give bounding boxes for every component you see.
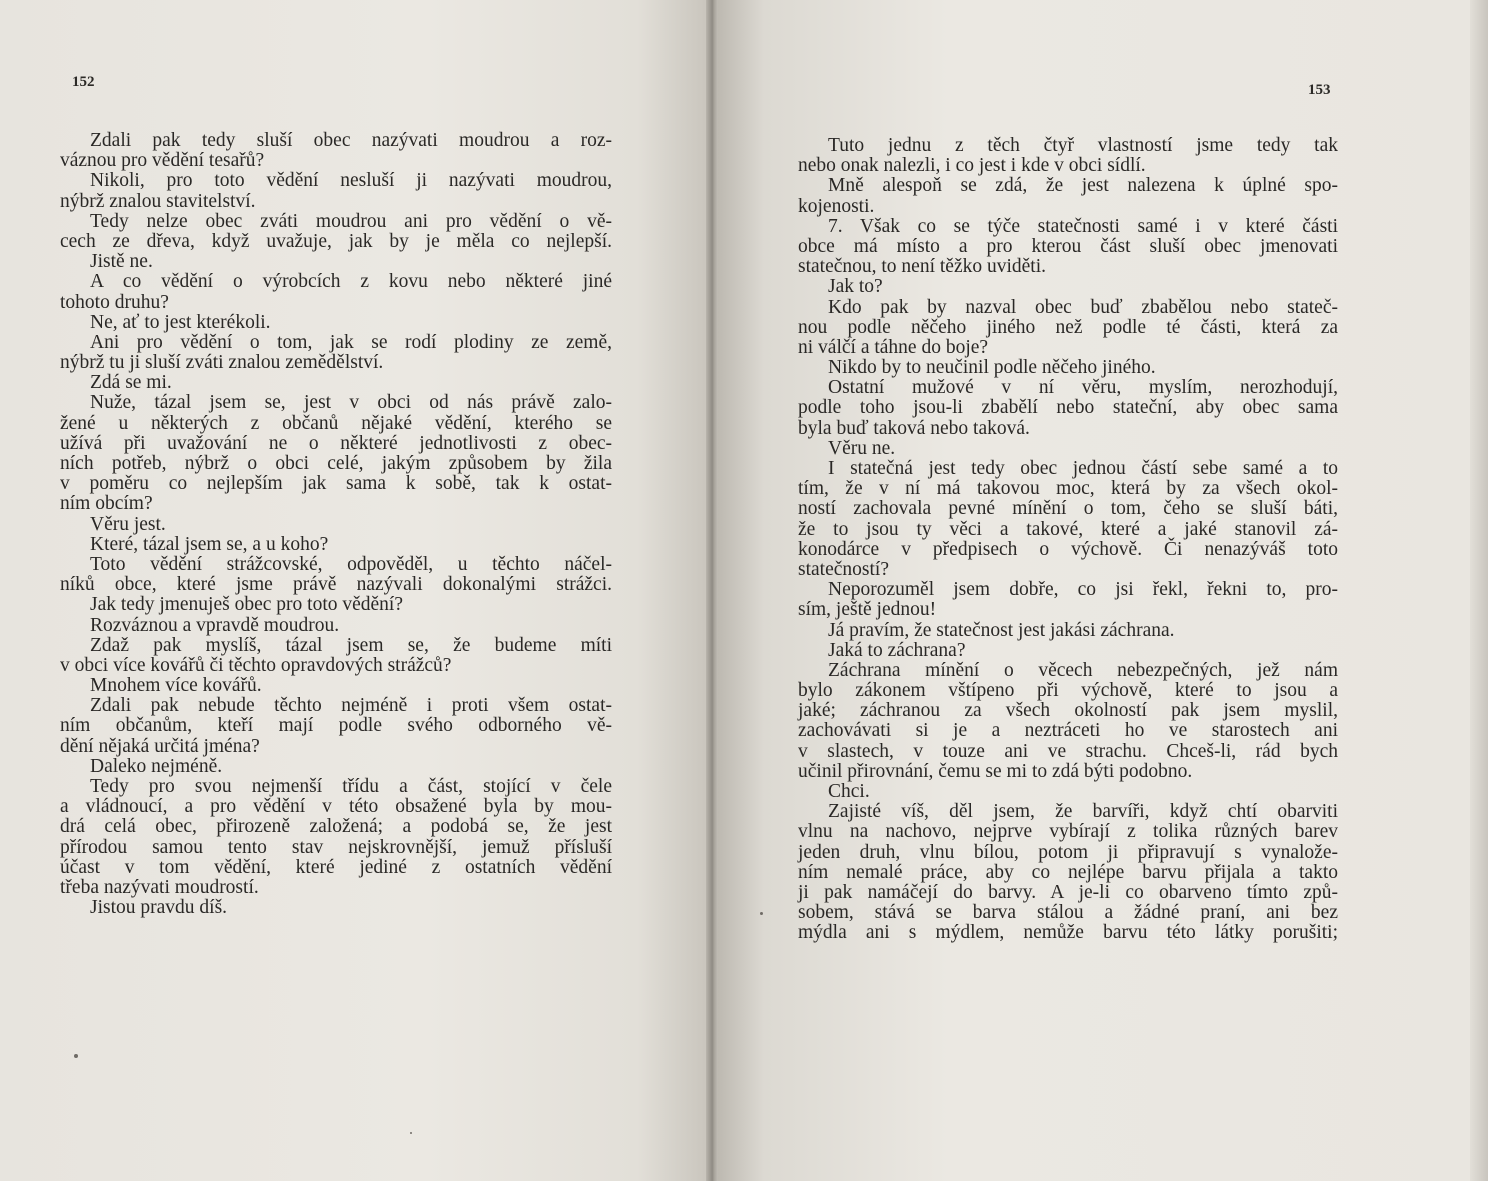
text-line: že to jsou ty věci a takové, které a jaké stanovil zá- [798, 518, 1338, 540]
text-line: podle toho jsou-li zbabělí nebo stateční, aby obec sama [798, 397, 1338, 419]
text-line: jaké; záchranou za všech okolností pak jsem myslil, [798, 700, 1338, 722]
text-line: Věru jest. [90, 513, 166, 535]
text-line: sobem, stává se barva stálou a žádné praní, ani bez [798, 902, 1338, 924]
text-line: Chci. [828, 781, 870, 802]
text-line: dění nějaká určitá jména? [60, 735, 260, 757]
text-line: I statečná jest tedy obec jednou částí sebe samé a to [828, 458, 1338, 479]
page-number-left: 152 [72, 74, 95, 90]
text-line: Toto vědění strážcovské, odpověděl, u těchto náčel- [90, 553, 612, 575]
text-line: Zajisté víš, děl jsem, že barvíři, když chtí obarviti [828, 801, 1338, 823]
text-line: Tedy nelze obec zváti moudrou ani pro vědění o vě- [90, 210, 612, 232]
text-line: tohoto druhu? [60, 291, 169, 313]
text-line: vlnu na nachovo, nejprve vybírají z tolika různých barev [798, 821, 1338, 843]
ink-speck [410, 1132, 412, 1134]
text-line: A co vědění o výrobcích z kovu nebo některé jiné [90, 271, 612, 293]
text-line: nýbrž tu ji sluší zváti znalou zemědělství. [60, 352, 384, 374]
text-line: Kdo pak by nazval obec buď zbabělou nebo stateč- [828, 296, 1338, 318]
text-line: Jaká to záchrana? [828, 639, 966, 661]
text-line: Já pravím, že statečnost jest jakási záchrana. [828, 619, 1175, 641]
text-line: a vládnoucí, a pro vědění v této obsažené byla by mou- [60, 796, 612, 818]
text-line: ním občanům, kteří mají podle svého odborného vě- [60, 715, 612, 737]
text-line: ních potřeb, nýbrž o obci celé, jakým způsobem by žila [60, 453, 612, 474]
text-line: sím, ještě jednou! [798, 599, 937, 621]
text-line: Mně alespoň se zdá, že jest nalezena k úplné spo- [828, 175, 1338, 197]
text-line: Zdali pak nebude těchto nejméně i proti všem ostat- [90, 695, 612, 717]
text-line: ností zachovala pevné mínění o tom, čeho se sluší báti, [798, 498, 1338, 520]
text-line: Jak to? [828, 276, 883, 298]
page-edge [1470, 0, 1488, 1181]
text-line: Nuže, tázal jsem se, jest v obci od nás právě zalo- [90, 392, 612, 414]
text-line: Mnohem více kovářů. [90, 675, 262, 697]
text-line: Zdaž pak myslíš, tázal jsem se, že budeme míti [90, 634, 612, 656]
text-line: konodárce v předpisech o výchově. Či nenazýváš toto [798, 538, 1338, 560]
text-line: ni válčí a táhne do boje? [798, 336, 989, 358]
ink-speck [74, 1054, 78, 1058]
left-page-text [60, 131, 612, 918]
text-line: mýdla ani s mýdlem, nemůže barvu této látky porušiti; [798, 922, 1338, 944]
text-line: 7. Však co se týče statečnosti samé i v které části [828, 215, 1338, 237]
text-line: v poměru co nejlepším jak sama k sobě, tak k ostat- [60, 473, 612, 495]
text-line: přírodou samou tento stav nejskrovnější, jemuž přísluší [60, 836, 612, 858]
text-line: váznou pro vědění tesařů? [60, 150, 265, 172]
text-line: statečností? [798, 558, 889, 580]
text-line: Zdá se mi. [90, 372, 172, 394]
text-line: Záchrana mínění o věcech nebezpečných, jež nám [828, 659, 1338, 681]
text-line: statečnou, to není těžko uviděti. [798, 256, 1047, 278]
right-page [718, 0, 1488, 1181]
page-number-right: 153 [1308, 82, 1331, 98]
text-line: Rozváznou a vpravdě moudrou. [90, 614, 340, 636]
ink-speck [760, 912, 763, 915]
text-line: drá celá obec, přirozeně založená; a podobá se, že jest [60, 816, 612, 838]
text-line: ji pak namáčejí do barvy. A je-li co obarveno tímto způ- [798, 881, 1338, 903]
text-line: jeden druh, vlnu bílou, potom ji připravují s vynalože- [798, 841, 1338, 863]
text-line: užívá při uvažování ne o některé jednotlivosti z obec- [60, 432, 612, 454]
text-line: třeba nazývati moudrostí. [60, 876, 259, 898]
text-line: v slastech, v touze ani ve strachu. Chceš-li, rád bych [798, 740, 1338, 762]
text-line: Daleko nejméně. [90, 755, 223, 777]
text-line: účast v tom vědění, které jediné z ostatních vědění [60, 856, 612, 878]
text-line: Ne, ať to jest kterékoli. [90, 311, 271, 333]
text-line: bylo zákonem vštípeno při výchově, které to jsou a [798, 680, 1338, 702]
text-line: Věru ne. [828, 437, 896, 459]
text-line: kojenosti. [798, 195, 875, 217]
text-line: Jistou pravdu díš. [90, 897, 228, 919]
text-line: Jistě ne. [90, 251, 153, 273]
text-line: obce má místo a pro kterou část sluší obec jmenovati [798, 235, 1338, 257]
text-line: nebo onak nalezli, i co jest i kde v obci sídlí. [798, 155, 1146, 177]
text-line: byla buď taková nebo taková. [798, 417, 1030, 439]
text-line: Tuto jednu z těch čtyř vlastností jsme tedy tak [828, 135, 1338, 156]
text-line: ním obcím? [60, 493, 153, 515]
text-line: cech ze dřeva, když uvažuje, jak by je měla co nejlepší. [60, 230, 612, 252]
text-line: Které, tázal jsem se, a u koho? [90, 533, 329, 555]
text-line: Ostatní mužové v ní věru, myslím, nerozhodují, [828, 377, 1338, 399]
text-line: Nikoli, pro toto vědění nesluší ji nazývati moudrou, [90, 170, 612, 192]
right-page-text [798, 136, 1338, 944]
text-line: nýbrž znalou stavitelství. [60, 190, 256, 212]
text-line: Zdali pak tedy sluší obec nazývati moudrou a roz- [90, 130, 612, 151]
text-line: Jak tedy jmenuješ obec pro toto vědění? [90, 594, 403, 616]
text-line: Neporozuměl jsem dobře, co jsi řekl, řekni to, pro- [828, 579, 1338, 601]
text-line: učinil přirovnání, čemu se mi to zdá býti podobno. [798, 760, 1193, 782]
text-line: Nikdo by to neučinil podle něčeho jiného. [828, 357, 1156, 379]
text-line: Ani pro vědění o tom, jak se rodí plodiny ze země, [90, 331, 612, 353]
text-line: níků obce, které jsme právě nazývali dokonalými strážci. [60, 574, 612, 596]
text-line: žené u některých z občanů nějaké vědění, kterého se [60, 412, 612, 434]
text-line: v obci více kovářů či těchto opravdových strážců? [60, 654, 452, 676]
text-line: ním nemalé práce, aby co nejlépe barvu přijala a takto [798, 861, 1338, 883]
text-line: tím, že v ní má takovou moc, která by za všech okol- [798, 478, 1338, 500]
text-line: zachovávati si je a neztráceti ho ve starostech ani [798, 720, 1338, 742]
text-line: nou podle něčeho jiného než podle té části, která za [798, 316, 1338, 338]
text-line: Tedy pro svou nejmenší třídu a část, stojící v čele [90, 776, 612, 797]
left-page [0, 0, 708, 1181]
